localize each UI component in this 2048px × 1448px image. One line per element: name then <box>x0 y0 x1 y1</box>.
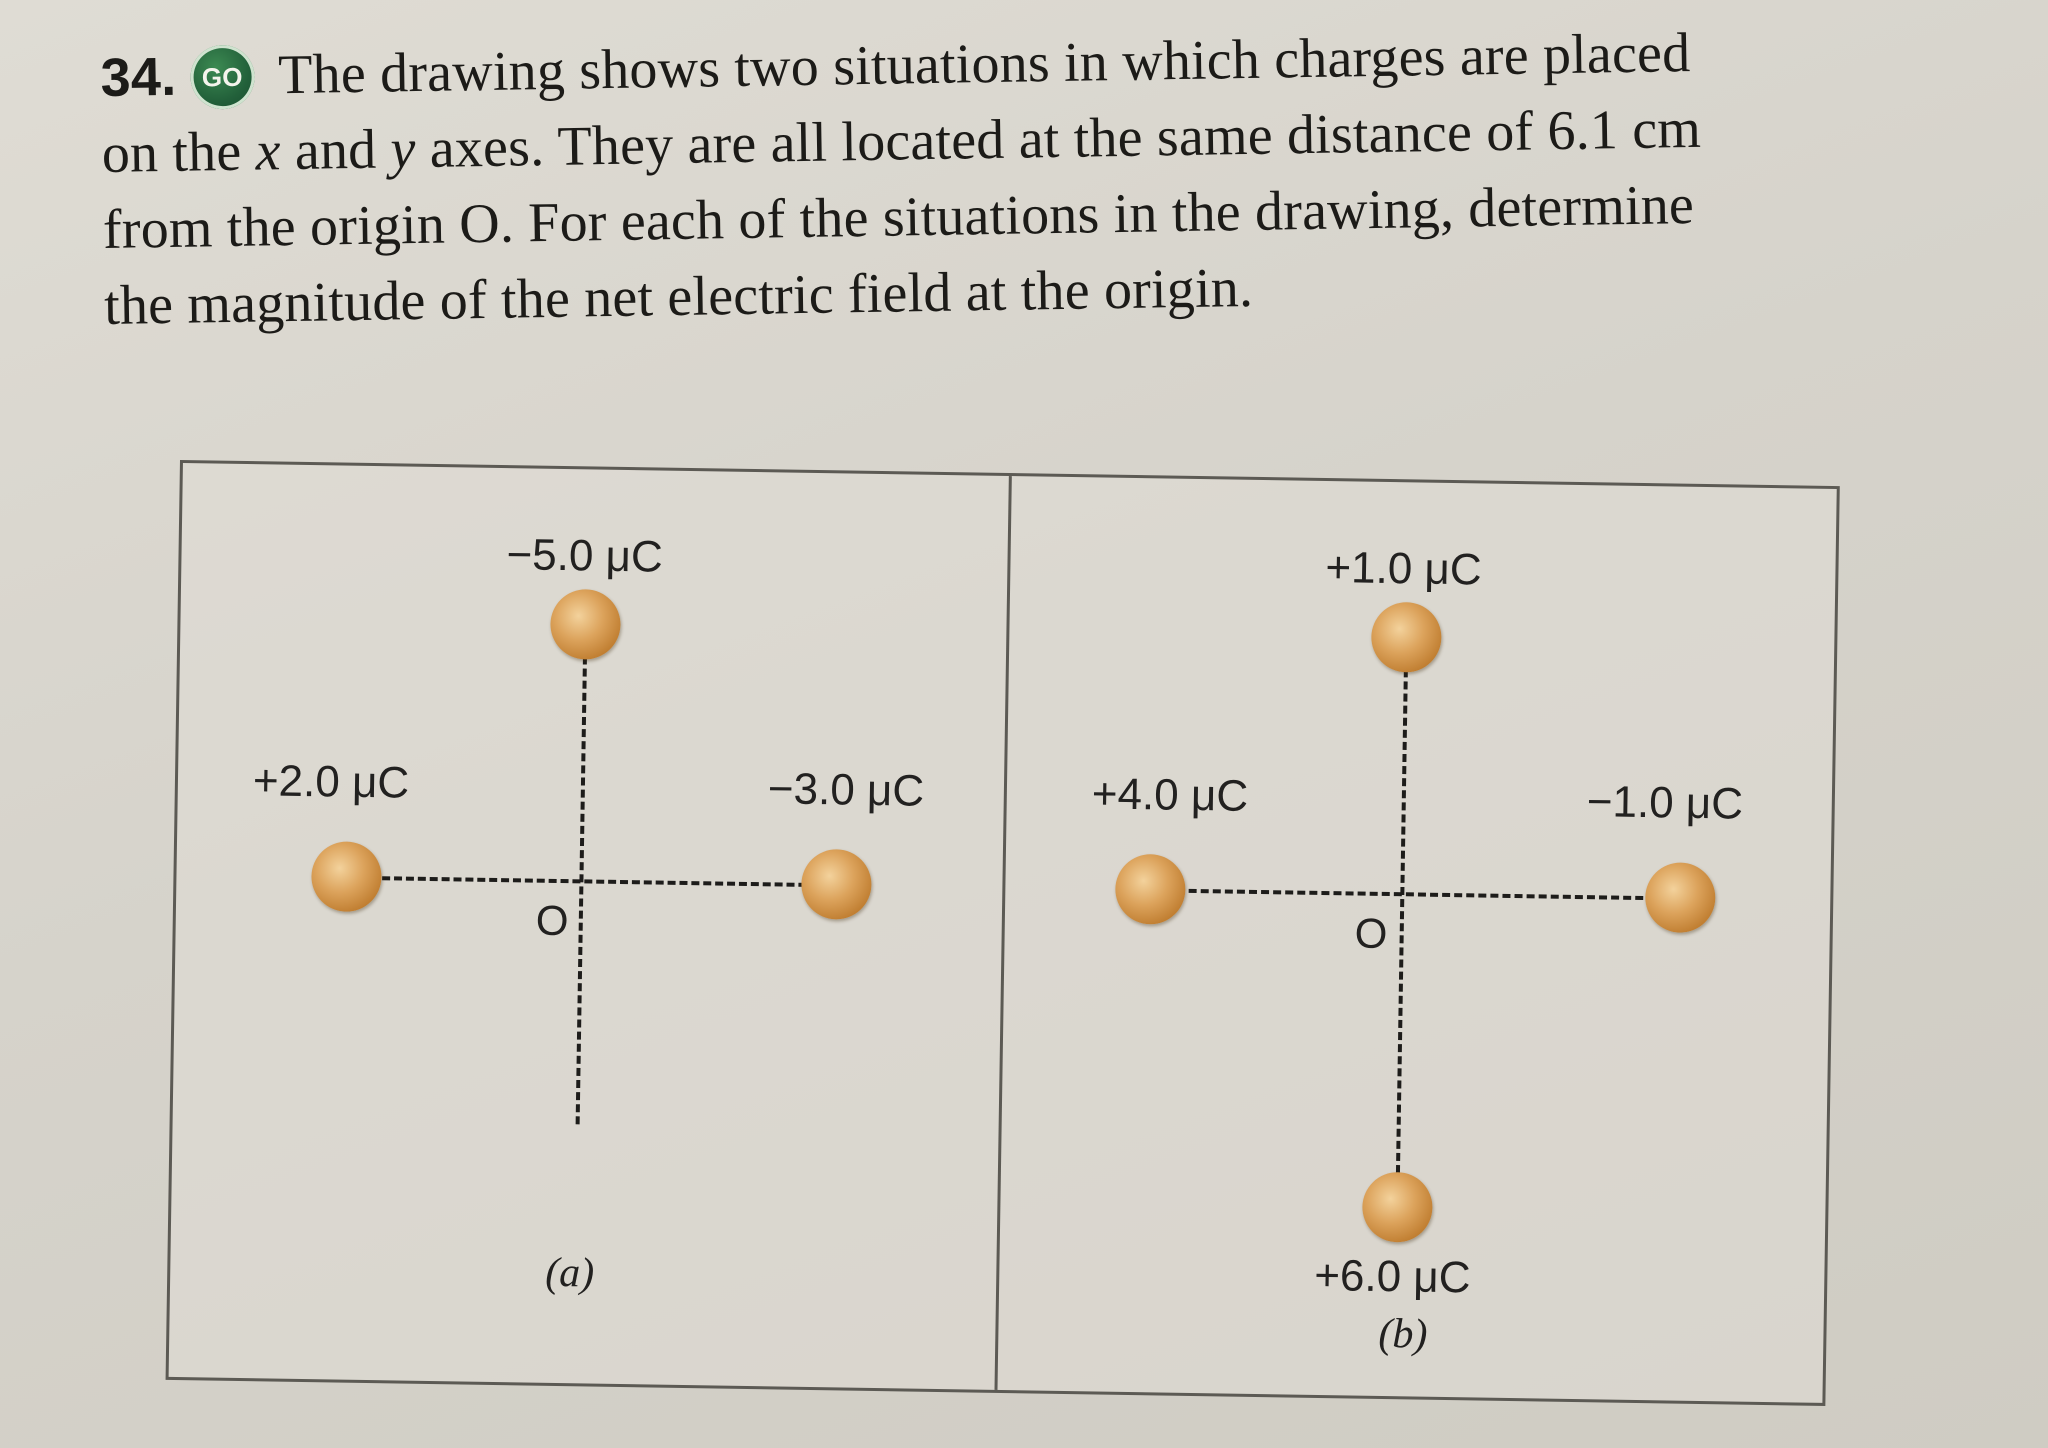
problem-text: The drawing shows two situations in which charges are placed <box>277 22 1691 107</box>
problem-text: and <box>280 118 391 183</box>
charge-sphere-top <box>1371 602 1442 673</box>
charge-label-top: −5.0 μC <box>506 530 664 582</box>
go-badge-icon: GO <box>190 45 255 110</box>
panel-a <box>169 463 1009 1390</box>
problem-number: 34. <box>100 46 177 108</box>
charge-label-left: +4.0 μC <box>1091 769 1249 821</box>
charge-label-top: +1.0 μC <box>1325 543 1483 595</box>
charge-label-bottom: +6.0 μC <box>1313 1250 1471 1303</box>
panel-b <box>997 476 1836 1403</box>
x-axis <box>1140 888 1655 900</box>
problem-statement <box>100 10 1985 343</box>
charge-sphere-left <box>311 841 382 912</box>
y-axis <box>576 644 588 1124</box>
charges-figure <box>166 460 1840 1406</box>
x-axis <box>346 876 806 887</box>
problem-text: from the origin O. For each of the situations in the drawing, determine <box>102 173 1695 261</box>
panel-caption-b: (b) <box>1378 1310 1428 1358</box>
origin-label: O <box>1354 909 1388 958</box>
charge-sphere-right <box>801 849 872 920</box>
charge-sphere-top <box>550 589 621 660</box>
variable-y: y <box>390 118 417 181</box>
problem-text: the magnitude of the net electric field at the origin. <box>103 256 1254 337</box>
charge-label-left: +2.0 μC <box>252 756 410 808</box>
charge-sphere-right <box>1645 862 1716 933</box>
charge-label-right: −1.0 μC <box>1586 777 1744 829</box>
charge-label-right: −3.0 μC <box>767 764 925 816</box>
problem-text: on the <box>101 120 257 185</box>
variable-x: x <box>255 120 282 183</box>
y-axis <box>1396 657 1408 1197</box>
charge-sphere-left <box>1115 854 1186 925</box>
charge-sphere-bottom <box>1362 1172 1433 1243</box>
problem-text: axes. They are all located at the same distance of 6.1 cm <box>415 97 1702 181</box>
panel-caption-a: (a) <box>544 1249 595 1297</box>
origin-label: O <box>535 896 569 945</box>
